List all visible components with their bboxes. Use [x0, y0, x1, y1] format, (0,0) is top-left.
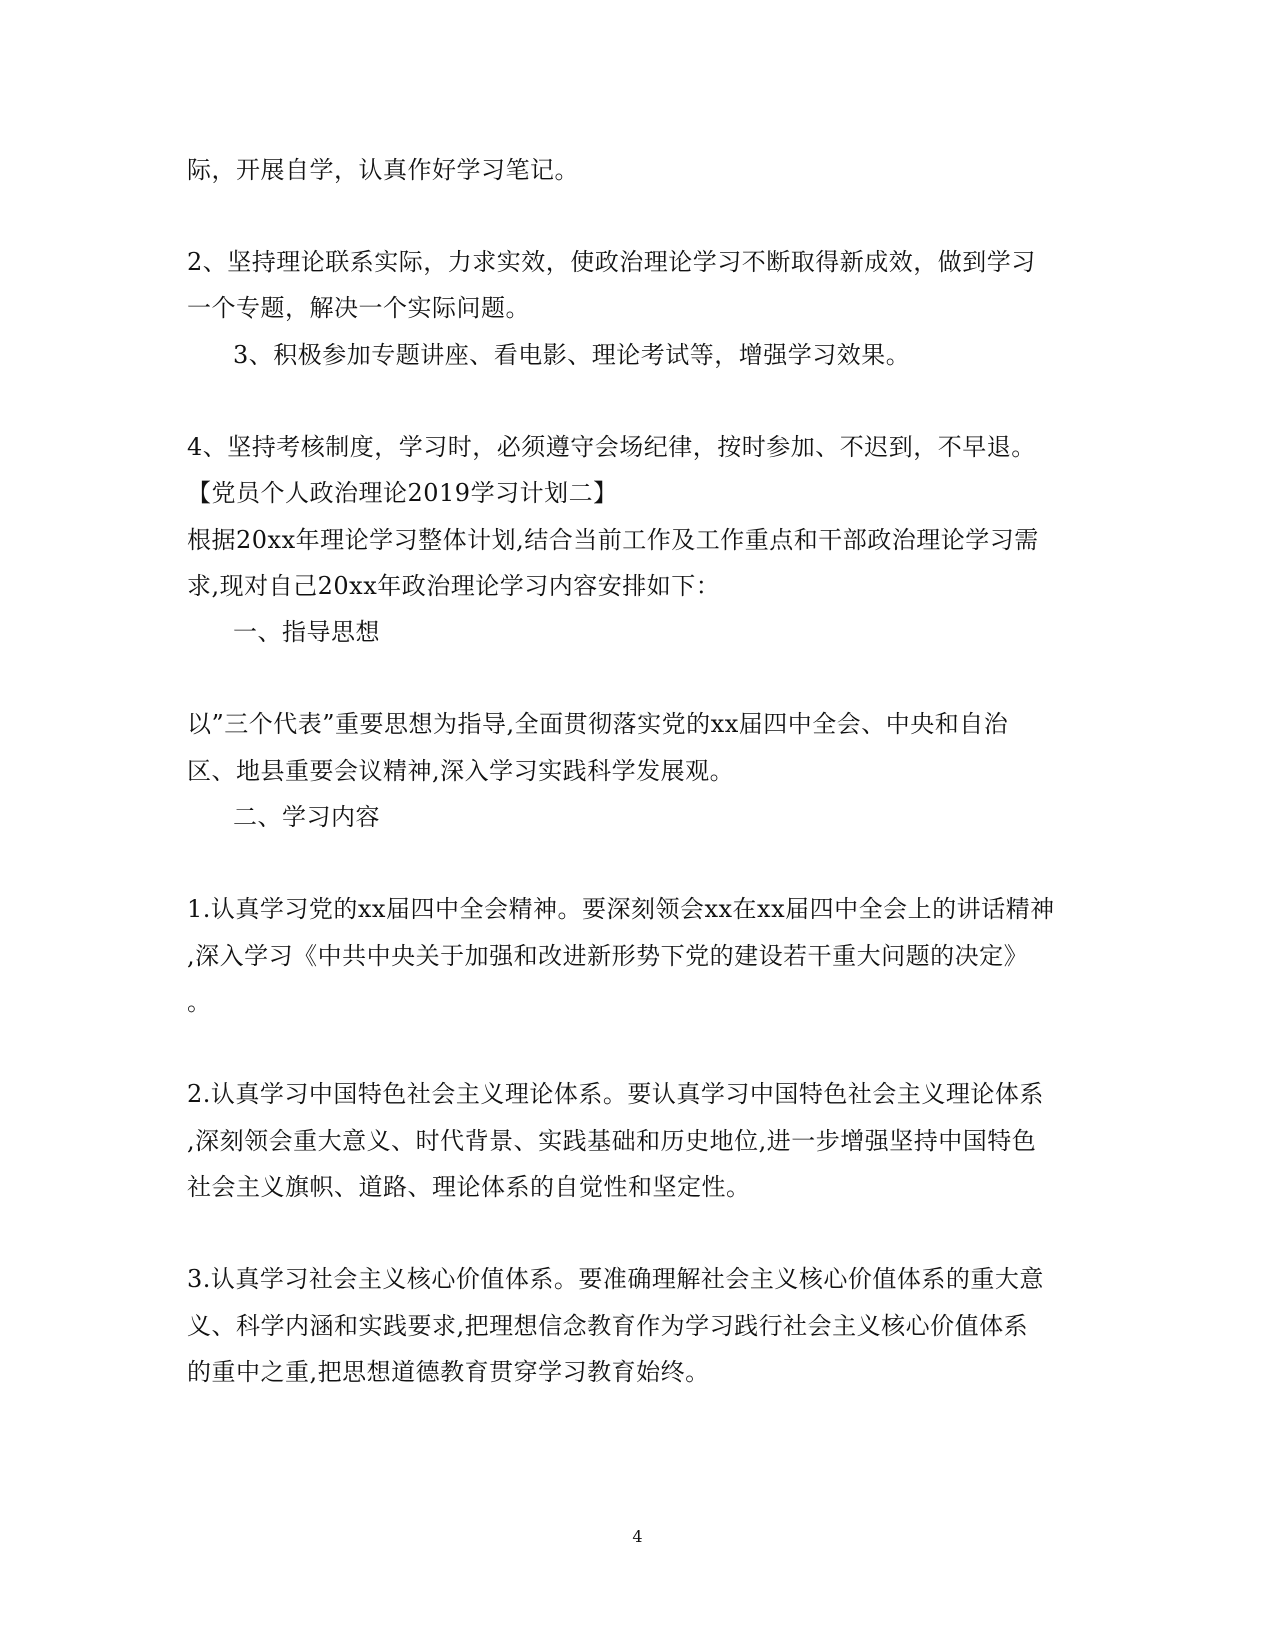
section-heading: 二、学习内容: [233, 803, 380, 831]
text-line: 4、坚持考核制度，学习时，必须遵守会场纪律，按时参加、不迟到，不早退。: [187, 433, 1036, 461]
text-line: ,深刻领会重大意义、时代背景、实践基础和历史地位,进一步增强坚持中国特色: [187, 1127, 1037, 1155]
section-heading: 一、指导思想: [233, 618, 380, 646]
text-line: 求,现对自己20xx年政治理论学习内容安排如下：: [187, 572, 721, 600]
text-line: 3、积极参加专题讲座、看电影、理论考试等，增强学习效果。: [233, 341, 911, 369]
section-heading: 【党员个人政治理论2019学习计划二】: [187, 479, 618, 507]
text-line: 2.认真学习中国特色社会主义理论体系。要认真学习中国特色社会主义理论体系: [187, 1080, 1044, 1108]
text-line: 社会主义旗帜、道路、理论体系的自觉性和坚定性。: [187, 1173, 751, 1201]
page-number: 4: [632, 1527, 643, 1546]
text-line: ,深入学习《中共中央关于加强和改进新形势下党的建设若干重大问题的决定》: [187, 942, 1029, 970]
text-line: 2、坚持理论联系实际，力求实效，使政治理论学习不断取得新成效，做到学习: [187, 248, 1036, 276]
text-line: 际，开展自学，认真作好学习笔记。: [187, 156, 579, 184]
text-line: 的重中之重,把思想道德教育贯穿学习教育始终。: [187, 1358, 710, 1386]
text-line: 。: [187, 988, 212, 1016]
text-line: 义、科学内涵和实践要求,把理想信念教育作为学习践行社会主义核心价值体系: [187, 1312, 1029, 1340]
text-line: 区、地县重要会议精神,深入学习实践科学发展观。: [187, 757, 735, 785]
text-line: 1.认真学习党的xx届四中全会精神。要深刻领会xx在xx届四中全会上的讲话精神: [187, 895, 1055, 923]
text-line: 3.认真学习社会主义核心价值体系。要准确理解社会主义核心价值体系的重大意: [187, 1265, 1044, 1293]
text-line: 根据20xx年理论学习整体计划,结合当前工作及工作重点和干部政治理论学习需: [187, 526, 1039, 554]
text-line: 以”三个代表”重要思想为指导,全面贯彻落实党的xx届四中全会、中央和自治: [187, 710, 1009, 738]
text-line: 一个专题，解决一个实际问题。: [187, 294, 530, 322]
